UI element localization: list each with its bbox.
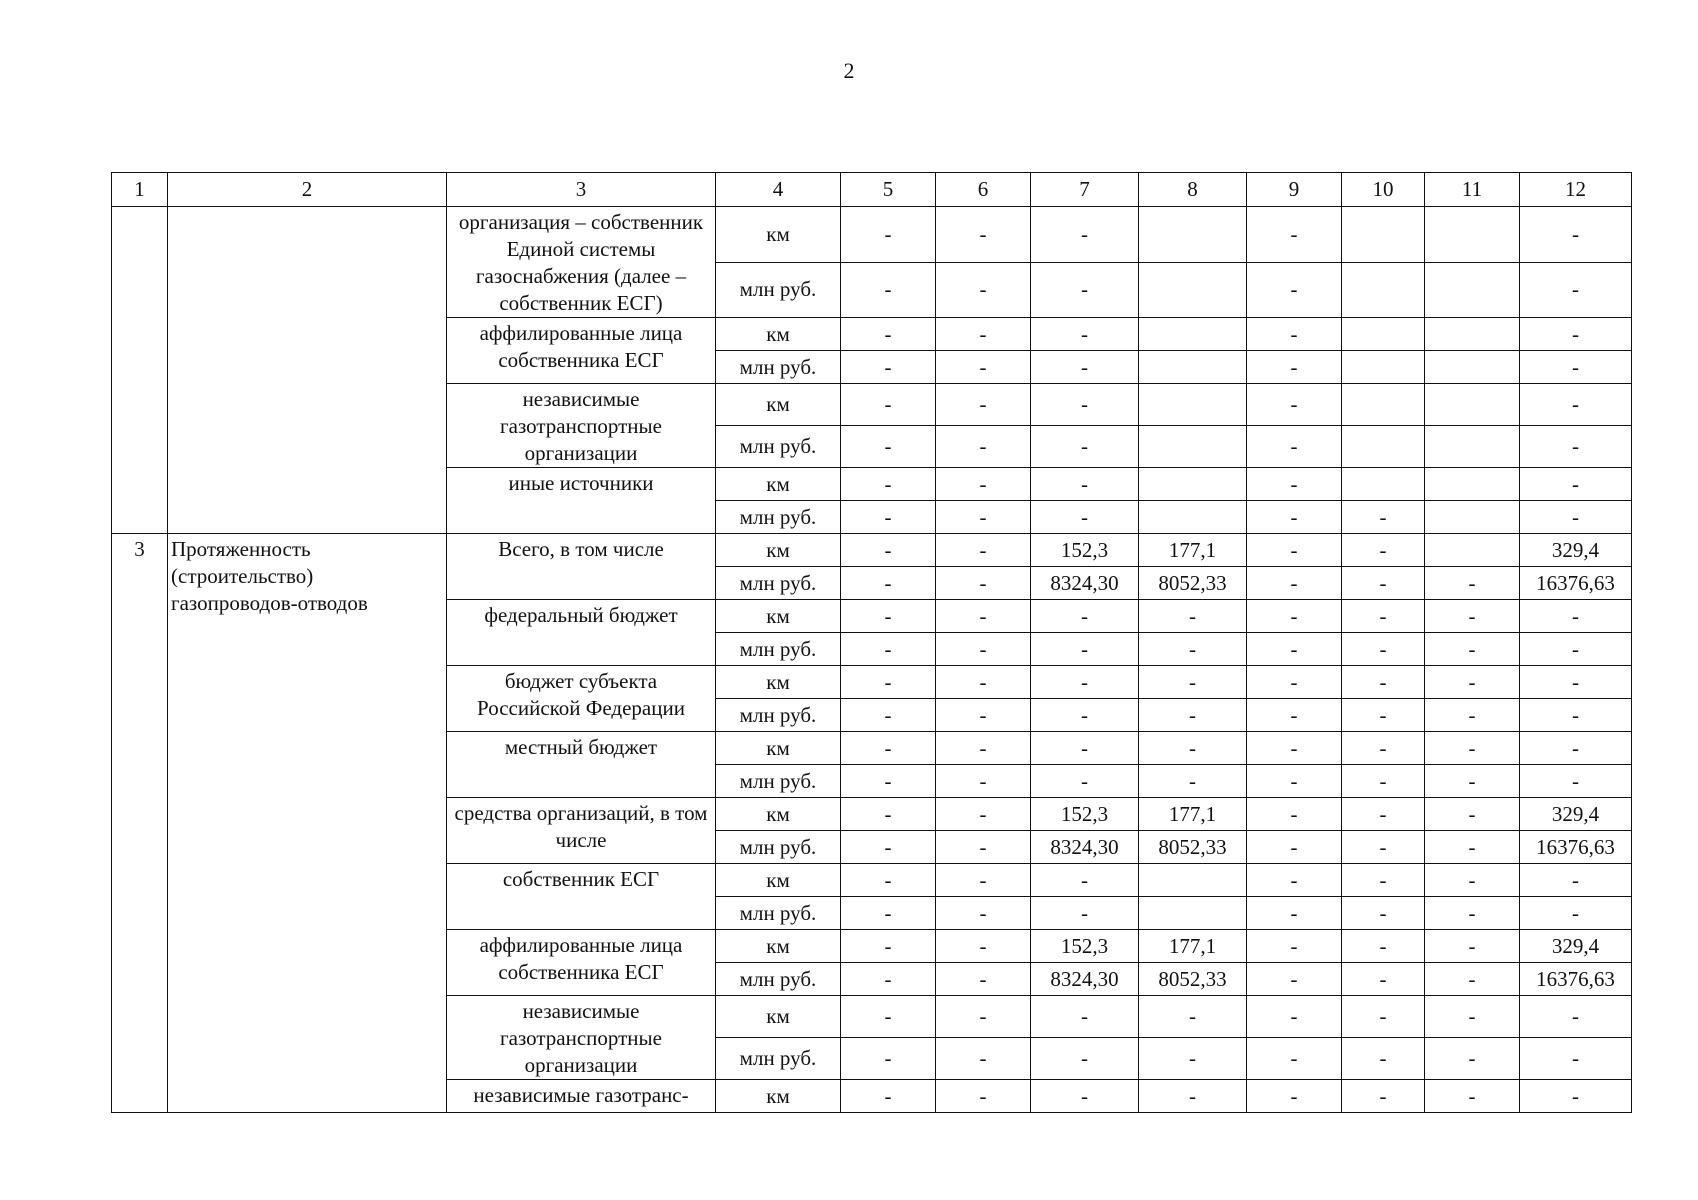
value-cell: - (1139, 699, 1247, 732)
value-cell: - (936, 633, 1031, 666)
value-cell (1139, 426, 1247, 468)
value-cell: - (936, 864, 1031, 897)
value-cell: - (1031, 501, 1139, 534)
unit-cell: км (716, 930, 841, 963)
value-cell: - (1031, 699, 1139, 732)
column-header: 5 (841, 173, 936, 207)
value-cell: - (1247, 567, 1342, 600)
value-cell (1139, 262, 1247, 318)
value-cell: - (1247, 534, 1342, 567)
value-cell: - (1425, 666, 1520, 699)
value-cell: - (1342, 666, 1425, 699)
funding-source-cell: организация – собственник Единой системы газоснабжения (далее – собственник ЕСГ) (447, 207, 716, 318)
value-cell: - (841, 351, 936, 384)
column-header: 2 (168, 173, 447, 207)
value-cell: - (841, 207, 936, 263)
value-cell: - (841, 426, 936, 468)
funding-source-cell: Всего, в том числе (447, 534, 716, 600)
value-cell: - (841, 1080, 936, 1113)
value-cell: - (841, 732, 936, 765)
value-cell: 8324,30 (1031, 963, 1139, 996)
value-cell: - (1342, 1038, 1425, 1080)
value-cell: - (841, 501, 936, 534)
value-cell: - (1520, 765, 1632, 798)
value-cell: - (1247, 384, 1342, 426)
value-cell: - (1031, 426, 1139, 468)
value-cell: 152,3 (1031, 930, 1139, 963)
unit-cell: млн руб. (716, 351, 841, 384)
value-cell: - (1342, 699, 1425, 732)
value-cell: - (1520, 468, 1632, 501)
value-cell: - (1031, 897, 1139, 930)
value-cell (1342, 262, 1425, 318)
value-cell: 8324,30 (1031, 831, 1139, 864)
value-cell: 177,1 (1139, 798, 1247, 831)
value-cell: - (1031, 384, 1139, 426)
value-cell: - (1247, 963, 1342, 996)
funding-source-cell: независимые газотранспортные организации (447, 996, 716, 1080)
value-cell: - (1425, 600, 1520, 633)
value-cell (1425, 468, 1520, 501)
value-cell: - (936, 930, 1031, 963)
value-cell: 16376,63 (1520, 567, 1632, 600)
unit-cell: км (716, 1080, 841, 1113)
value-cell: 8052,33 (1139, 963, 1247, 996)
value-cell: - (1425, 930, 1520, 963)
unit-cell: км (716, 732, 841, 765)
value-cell: - (936, 699, 1031, 732)
value-cell: - (1247, 930, 1342, 963)
value-cell: - (841, 798, 936, 831)
value-cell: 329,4 (1520, 930, 1632, 963)
value-cell: - (936, 897, 1031, 930)
value-cell: - (1139, 765, 1247, 798)
value-cell: - (1425, 732, 1520, 765)
value-cell: - (1520, 426, 1632, 468)
value-cell: - (1247, 864, 1342, 897)
unit-cell: км (716, 996, 841, 1038)
value-cell: - (1425, 897, 1520, 930)
value-cell: - (1425, 831, 1520, 864)
value-cell: - (1031, 207, 1139, 263)
value-cell: - (1139, 600, 1247, 633)
value-cell: - (1342, 534, 1425, 567)
value-cell: - (841, 633, 936, 666)
value-cell: - (1031, 1038, 1139, 1080)
funding-source-cell: средства организаций, в том числе (447, 798, 716, 864)
value-cell (1425, 207, 1520, 263)
value-cell: - (1520, 600, 1632, 633)
value-cell: - (1520, 897, 1632, 930)
value-cell: 329,4 (1520, 534, 1632, 567)
unit-cell: млн руб. (716, 501, 841, 534)
column-header: 7 (1031, 173, 1139, 207)
value-cell: - (1520, 501, 1632, 534)
value-cell (1139, 468, 1247, 501)
value-cell: - (1425, 963, 1520, 996)
value-cell: - (1247, 318, 1342, 351)
value-cell: - (841, 666, 936, 699)
unit-cell: км (716, 384, 841, 426)
value-cell: - (1342, 798, 1425, 831)
value-cell: - (1425, 699, 1520, 732)
value-cell: - (1520, 666, 1632, 699)
indicator-name-cell (168, 207, 447, 534)
value-cell: - (1247, 798, 1342, 831)
value-cell: - (1520, 318, 1632, 351)
value-cell: - (1342, 1080, 1425, 1113)
value-cell: - (936, 996, 1031, 1038)
value-cell: - (841, 318, 936, 351)
value-cell: - (1342, 600, 1425, 633)
value-cell: - (1031, 732, 1139, 765)
value-cell: - (1342, 996, 1425, 1038)
value-cell: - (1520, 699, 1632, 732)
value-cell: - (1247, 666, 1342, 699)
value-cell: - (936, 765, 1031, 798)
value-cell: 329,4 (1520, 798, 1632, 831)
value-cell: - (1031, 1080, 1139, 1113)
unit-cell: млн руб. (716, 765, 841, 798)
value-cell: - (1520, 1038, 1632, 1080)
unit-cell: млн руб. (716, 831, 841, 864)
value-cell: - (936, 262, 1031, 318)
column-header: 8 (1139, 173, 1247, 207)
value-cell: - (1425, 1038, 1520, 1080)
funding-source-cell: независимые газотранспортные организации (447, 384, 716, 468)
value-cell: - (936, 207, 1031, 263)
table-row (112, 207, 1632, 263)
funding-source-cell: местный бюджет (447, 732, 716, 798)
table-row (112, 534, 1632, 567)
value-cell: - (1342, 732, 1425, 765)
value-cell: - (1520, 633, 1632, 666)
value-cell: - (1342, 567, 1425, 600)
value-cell: - (841, 384, 936, 426)
value-cell: - (841, 468, 936, 501)
value-cell: - (1342, 864, 1425, 897)
value-cell: - (1247, 351, 1342, 384)
value-cell: - (1342, 765, 1425, 798)
value-cell (1139, 501, 1247, 534)
value-cell: - (1520, 262, 1632, 318)
column-header: 4 (716, 173, 841, 207)
value-cell: - (1031, 600, 1139, 633)
value-cell (1425, 384, 1520, 426)
column-header: 1 (112, 173, 168, 207)
value-cell: - (1520, 1080, 1632, 1113)
unit-cell: км (716, 600, 841, 633)
value-cell (1139, 897, 1247, 930)
value-cell: - (1520, 351, 1632, 384)
value-cell: - (1247, 732, 1342, 765)
value-cell: - (1247, 1038, 1342, 1080)
value-cell: - (1520, 207, 1632, 263)
value-cell: 152,3 (1031, 534, 1139, 567)
value-cell (1342, 351, 1425, 384)
value-cell: - (1031, 318, 1139, 351)
value-cell: - (841, 864, 936, 897)
value-cell (1342, 318, 1425, 351)
unit-cell: млн руб. (716, 963, 841, 996)
value-cell (1425, 501, 1520, 534)
unit-cell: млн руб. (716, 426, 841, 468)
value-cell: 8324,30 (1031, 567, 1139, 600)
value-cell: - (1031, 996, 1139, 1038)
unit-cell: км (716, 468, 841, 501)
value-cell: - (1247, 501, 1342, 534)
value-cell: - (1425, 633, 1520, 666)
value-cell: 8052,33 (1139, 567, 1247, 600)
value-cell (1425, 426, 1520, 468)
value-cell (1425, 262, 1520, 318)
funding-source-cell: иные источники (447, 468, 716, 534)
value-cell: - (936, 534, 1031, 567)
value-cell: 152,3 (1031, 798, 1139, 831)
value-cell: - (841, 996, 936, 1038)
value-cell: - (936, 468, 1031, 501)
indicator-name-cell: Протяженность (строительство) газопроводов-отводов (168, 534, 447, 1113)
unit-cell: млн руб. (716, 699, 841, 732)
value-cell: - (1247, 1080, 1342, 1113)
unit-cell: км (716, 864, 841, 897)
unit-cell: км (716, 318, 841, 351)
value-cell: - (1520, 864, 1632, 897)
value-cell: 16376,63 (1520, 831, 1632, 864)
value-cell: - (1342, 501, 1425, 534)
value-cell: - (1342, 930, 1425, 963)
value-cell: - (1031, 633, 1139, 666)
funding-source-cell: федеральный бюджет (447, 600, 716, 666)
value-cell: - (1247, 831, 1342, 864)
column-header: 10 (1342, 173, 1425, 207)
value-cell: - (936, 1080, 1031, 1113)
value-cell: - (1425, 1080, 1520, 1113)
value-cell: - (1247, 633, 1342, 666)
value-cell: - (841, 534, 936, 567)
value-cell: - (1520, 732, 1632, 765)
value-cell (1342, 468, 1425, 501)
value-cell: - (1247, 262, 1342, 318)
value-cell: - (936, 567, 1031, 600)
value-cell (1425, 534, 1520, 567)
value-cell: - (1425, 996, 1520, 1038)
data-table (111, 172, 1632, 1113)
value-cell: - (1342, 897, 1425, 930)
value-cell: - (1520, 996, 1632, 1038)
value-cell: - (1247, 897, 1342, 930)
value-cell: - (1247, 426, 1342, 468)
unit-cell: млн руб. (716, 1038, 841, 1080)
value-cell: - (936, 831, 1031, 864)
table-body (112, 173, 1632, 1113)
value-cell: - (1139, 666, 1247, 699)
value-cell: - (936, 798, 1031, 831)
unit-cell: млн руб. (716, 633, 841, 666)
value-cell: - (1031, 262, 1139, 318)
value-cell: - (1247, 996, 1342, 1038)
value-cell (1342, 207, 1425, 263)
value-cell: - (1031, 765, 1139, 798)
value-cell: - (841, 262, 936, 318)
value-cell: - (1247, 600, 1342, 633)
value-cell: - (1425, 864, 1520, 897)
value-cell: - (936, 501, 1031, 534)
value-cell: 177,1 (1139, 930, 1247, 963)
unit-cell: млн руб. (716, 262, 841, 318)
value-cell (1139, 864, 1247, 897)
value-cell: - (936, 426, 1031, 468)
value-cell (1425, 318, 1520, 351)
value-cell: - (1139, 996, 1247, 1038)
funding-source-cell: аффилированные лица собственника ЕСГ (447, 930, 716, 996)
column-header: 12 (1520, 173, 1632, 207)
value-cell: - (936, 1038, 1031, 1080)
unit-cell: км (716, 207, 841, 263)
column-header: 11 (1425, 173, 1520, 207)
value-cell: - (1031, 351, 1139, 384)
unit-cell: млн руб. (716, 897, 841, 930)
value-cell: - (936, 384, 1031, 426)
value-cell: 16376,63 (1520, 963, 1632, 996)
value-cell: 177,1 (1139, 534, 1247, 567)
value-cell: - (841, 699, 936, 732)
row-number-cell: 3 (112, 534, 168, 1113)
value-cell (1139, 351, 1247, 384)
value-cell: - (1247, 468, 1342, 501)
value-cell (1342, 384, 1425, 426)
value-cell: - (1139, 1080, 1247, 1113)
value-cell: 8052,33 (1139, 831, 1247, 864)
value-cell: - (1425, 567, 1520, 600)
value-cell: - (1031, 864, 1139, 897)
column-header: 3 (447, 173, 716, 207)
value-cell: - (1342, 963, 1425, 996)
value-cell: - (936, 351, 1031, 384)
value-cell: - (1247, 207, 1342, 263)
value-cell (1139, 207, 1247, 263)
value-cell: - (1342, 831, 1425, 864)
value-cell: - (1342, 633, 1425, 666)
unit-cell: км (716, 798, 841, 831)
value-cell (1139, 318, 1247, 351)
funding-source-cell: собственник ЕСГ (447, 864, 716, 930)
value-cell: - (1139, 732, 1247, 765)
column-header: 6 (936, 173, 1031, 207)
unit-cell: км (716, 534, 841, 567)
page-number: 2 (843, 58, 855, 83)
value-cell (1425, 351, 1520, 384)
value-cell: - (841, 831, 936, 864)
value-cell: - (936, 666, 1031, 699)
value-cell: - (841, 567, 936, 600)
unit-cell: млн руб. (716, 567, 841, 600)
value-cell: - (1425, 798, 1520, 831)
value-cell: - (841, 930, 936, 963)
value-cell: - (1247, 765, 1342, 798)
value-cell: - (841, 765, 936, 798)
value-cell: - (936, 318, 1031, 351)
header-row (112, 173, 1632, 207)
value-cell: - (841, 963, 936, 996)
funding-source-cell: независимые газотранс- (447, 1080, 716, 1113)
value-cell: - (841, 1038, 936, 1080)
value-cell: - (1139, 1038, 1247, 1080)
value-cell: - (1247, 699, 1342, 732)
value-cell (1139, 384, 1247, 426)
value-cell (1342, 426, 1425, 468)
value-cell: - (1031, 666, 1139, 699)
value-cell: - (1031, 468, 1139, 501)
column-header: 9 (1247, 173, 1342, 207)
funding-source-cell: бюджет субъекта Российской Федерации (447, 666, 716, 732)
value-cell: - (936, 732, 1031, 765)
unit-cell: км (716, 666, 841, 699)
value-cell: - (841, 897, 936, 930)
funding-source-cell: аффилированные лица собственника ЕСГ (447, 318, 716, 384)
row-number-cell (112, 207, 168, 534)
value-cell: - (841, 600, 936, 633)
value-cell: - (1139, 633, 1247, 666)
value-cell: - (1520, 384, 1632, 426)
value-cell: - (1425, 765, 1520, 798)
value-cell: - (936, 963, 1031, 996)
value-cell: - (936, 600, 1031, 633)
